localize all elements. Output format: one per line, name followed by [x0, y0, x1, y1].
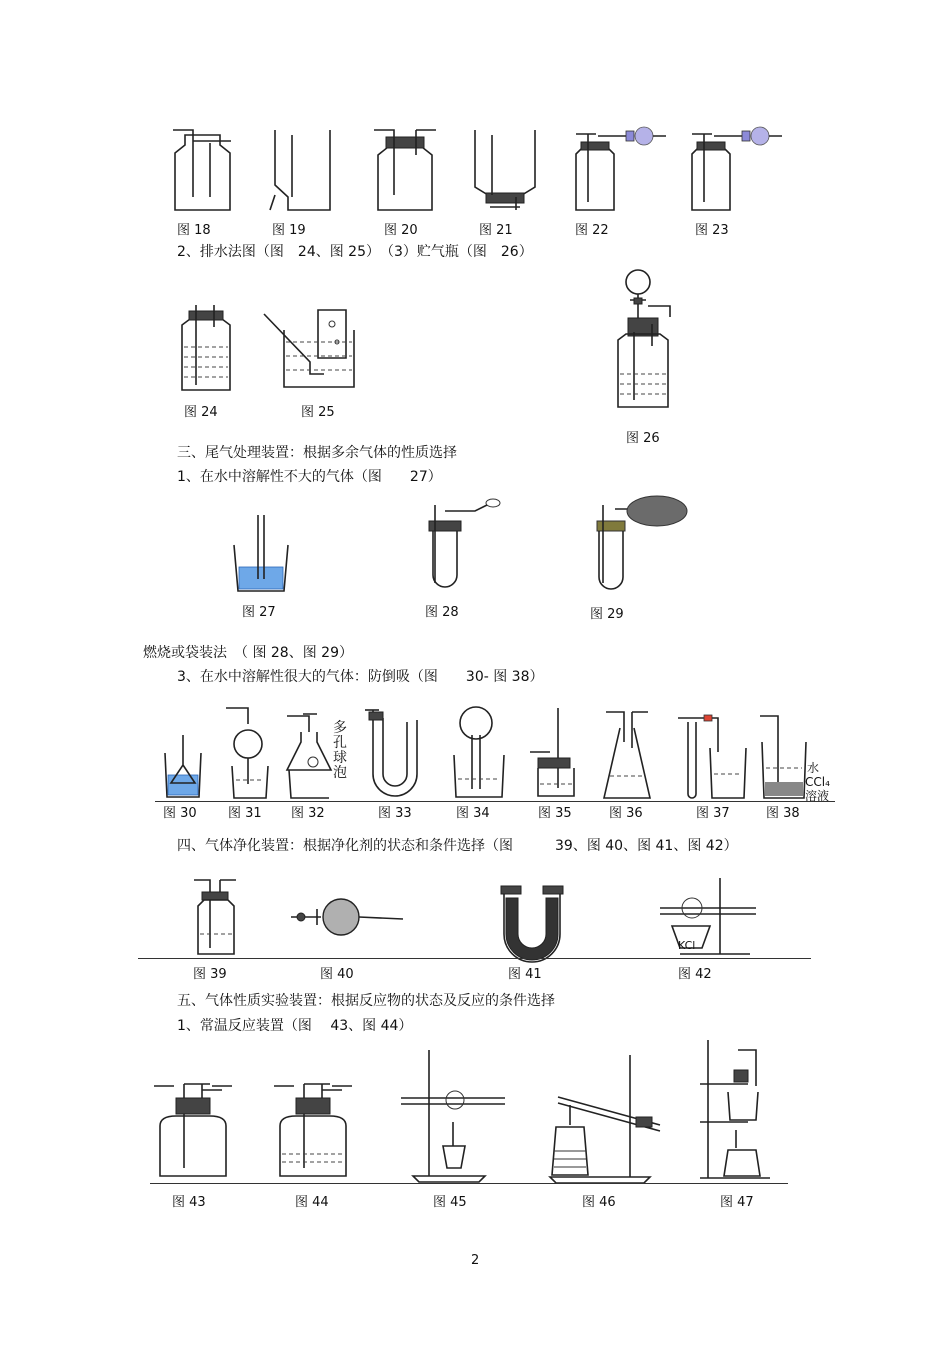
caption-fig-27: 图 27 — [242, 605, 276, 620]
caption-fig-43: 图 43 — [172, 1195, 206, 1210]
figure-28 — [415, 495, 515, 590]
figure-40 — [287, 893, 407, 943]
caption-fig-19: 图 19 — [272, 223, 306, 238]
figure-39 — [192, 878, 242, 958]
figure-20 — [370, 125, 440, 215]
room-temp-heading: 1、常温反应装置（图 43、图 44） — [177, 1018, 413, 1034]
caption-fig-45: 图 45 — [433, 1195, 467, 1210]
figure-26 — [608, 262, 688, 412]
caption-fig-23: 图 23 — [695, 223, 729, 238]
figure-31 — [222, 708, 272, 800]
caption-fig-36: 图 36 — [609, 806, 643, 821]
figure-25 — [262, 302, 357, 392]
row5-baseline — [138, 958, 811, 959]
fig42-kcl-label: KCl — [678, 939, 696, 952]
caption-fig-34: 图 34 — [456, 806, 490, 821]
figure-29 — [585, 495, 695, 595]
figure-44 — [270, 1078, 365, 1183]
caption-fig-41: 图 41 — [508, 967, 542, 982]
fig32-side-label: 多孔球泡 — [333, 720, 347, 781]
caption-fig-47: 图 47 — [720, 1195, 754, 1210]
figure-27 — [230, 515, 290, 595]
burn-bag-heading: 燃烧或袋装法 （ 图 28、图 29） — [143, 645, 353, 661]
fig38-label-solution: 溶液 — [805, 789, 830, 803]
figure-36 — [602, 710, 652, 800]
caption-fig-33: 图 33 — [378, 806, 412, 821]
caption-fig-18: 图 18 — [177, 223, 211, 238]
figure-21 — [470, 125, 540, 215]
caption-fig-28: 图 28 — [425, 605, 459, 620]
caption-fig-20: 图 20 — [384, 223, 418, 238]
section-4-heading: 四、气体净化装置：根据净化剂的状态和条件选择（图 39、图 40、图 41、图 42） — [177, 838, 738, 854]
figure-47 — [698, 1040, 778, 1185]
page-number: 2 — [471, 1253, 480, 1268]
caption-fig-46: 图 46 — [582, 1195, 616, 1210]
figure-46 — [540, 1055, 680, 1185]
low-solubility-heading: 1、在水中溶解性不大的气体（图 27） — [177, 469, 442, 485]
figure-34 — [450, 705, 510, 800]
caption-fig-22: 图 22 — [575, 223, 609, 238]
row-baseline — [155, 801, 835, 802]
figure-37 — [678, 712, 748, 800]
figure-38 — [760, 712, 810, 800]
caption-fig-39: 图 39 — [193, 967, 227, 982]
section-5-heading: 五、气体性质实验装置：根据反应物的状态及反应的条件选择 — [177, 993, 555, 1009]
caption-fig-31: 图 31 — [228, 806, 262, 821]
caption-fig-29: 图 29 — [590, 607, 624, 622]
row6-baseline — [150, 1183, 788, 1184]
figure-22 — [568, 122, 678, 217]
figure-42 — [650, 878, 765, 958]
caption-fig-21: 图 21 — [479, 223, 513, 238]
caption-fig-30: 图 30 — [163, 806, 197, 821]
high-solubility-heading: 3、在水中溶解性很大的气体：防倒吸（图 30- 图 38） — [177, 669, 544, 685]
section-3-heading: 三、尾气处理装置：根据多余气体的性质选择 — [177, 445, 457, 461]
figure-41 — [498, 878, 568, 958]
caption-fig-25: 图 25 — [301, 405, 335, 420]
caption-fig-37: 图 37 — [696, 806, 730, 821]
drainage-heading: 2、排水法图（图 24、图 25） （3）贮气瓶（图 26） — [177, 244, 533, 260]
figure-45 — [395, 1050, 515, 1185]
caption-fig-26: 图 26 — [626, 431, 660, 446]
caption-fig-42: 图 42 — [678, 967, 712, 982]
caption-fig-38: 图 38 — [766, 806, 800, 821]
fig38-label-water: 水 — [807, 761, 820, 775]
caption-fig-24: 图 24 — [184, 405, 218, 420]
figure-35 — [530, 708, 580, 800]
figure-33 — [365, 710, 425, 800]
caption-fig-40: 图 40 — [320, 967, 354, 982]
figure-24 — [176, 305, 236, 395]
figure-30 — [163, 735, 203, 800]
caption-fig-44: 图 44 — [295, 1195, 329, 1210]
figure-32 — [285, 712, 335, 800]
figure-19 — [270, 125, 340, 215]
figure-43 — [150, 1078, 245, 1183]
figure-18 — [165, 125, 245, 215]
caption-fig-32: 图 32 — [291, 806, 325, 821]
fig38-label-ccl4: CCl₄ — [805, 775, 830, 789]
caption-fig-35: 图 35 — [538, 806, 572, 821]
figure-23 — [688, 122, 798, 217]
